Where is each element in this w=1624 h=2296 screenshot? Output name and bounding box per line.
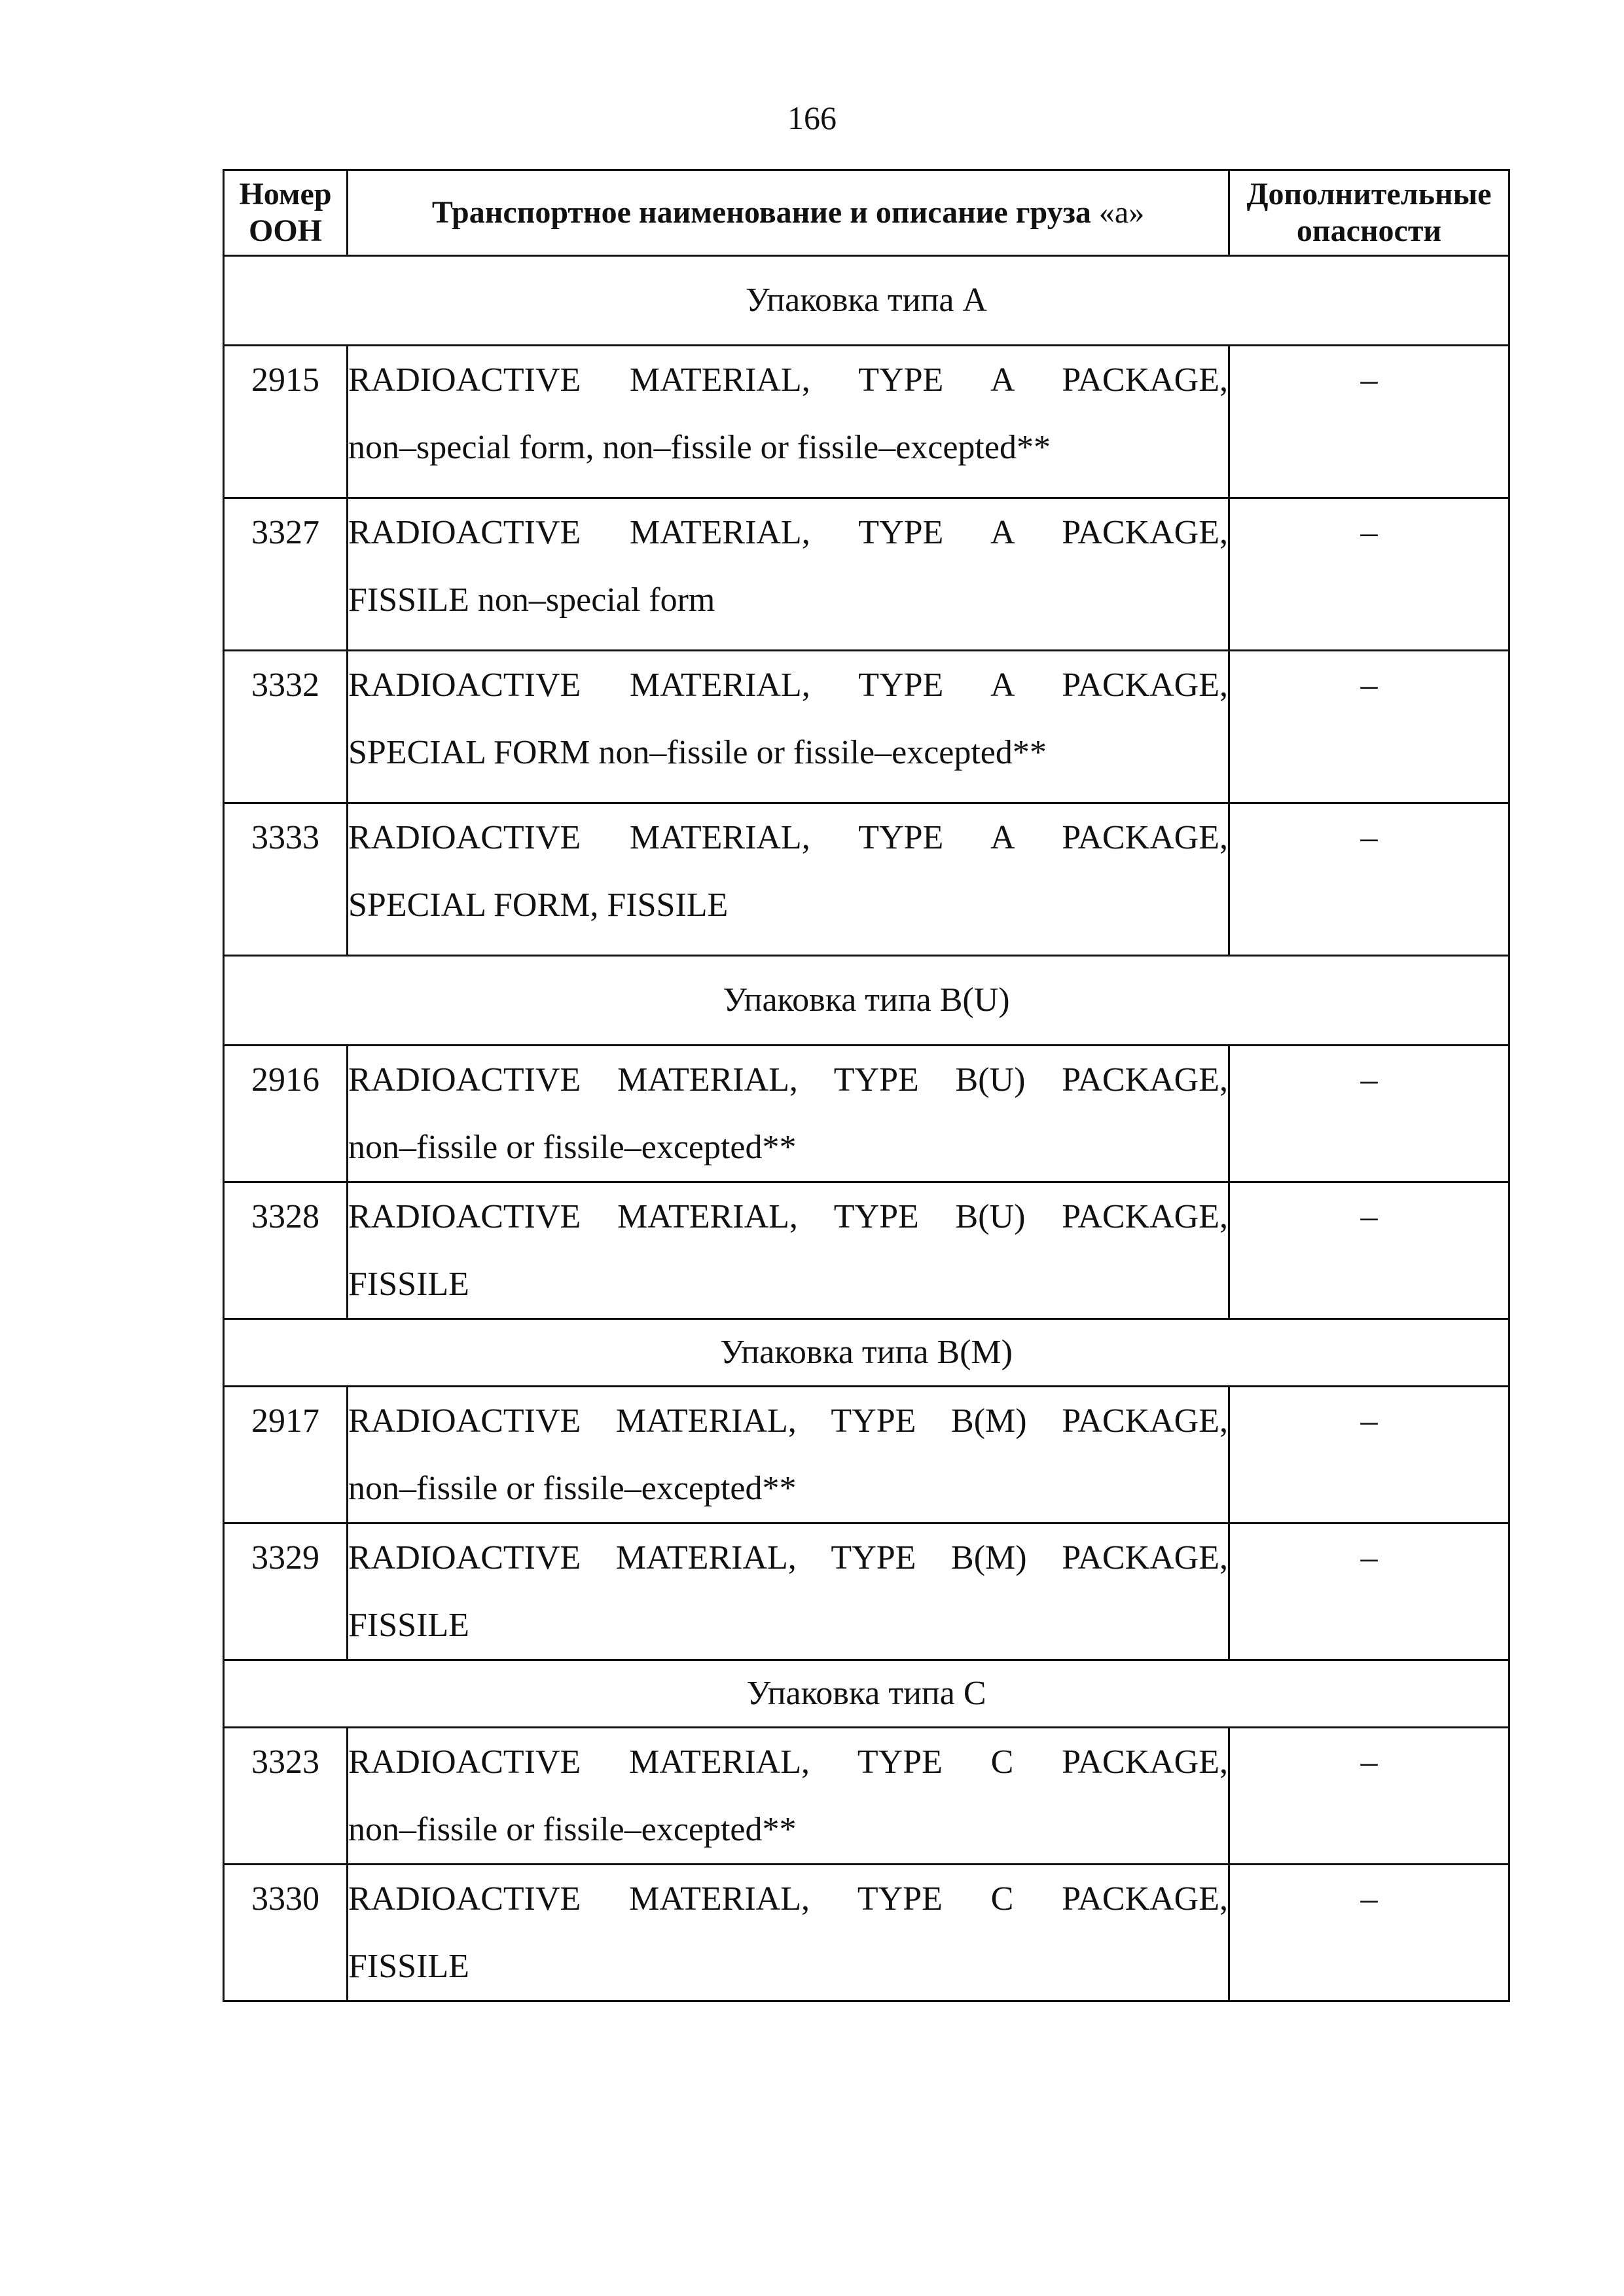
hazard-value: –: [1229, 1046, 1509, 1182]
hazard-value: –: [1229, 1865, 1509, 2001]
un-number: 3332: [224, 651, 348, 803]
header-un-number: Номер ООН: [224, 170, 348, 256]
un-number: 3327: [224, 498, 348, 651]
section-title: Упаковка типа А: [224, 256, 1509, 346]
table-row: [224, 803, 1509, 956]
un-number: 3328: [224, 1182, 348, 1319]
cargo-description: [348, 1387, 1229, 1523]
cargo-table: [223, 169, 1510, 2002]
section-row: [224, 1319, 1509, 1387]
hazard-value: –: [1229, 651, 1509, 803]
description-line: RADIOACTIVE MATERIAL, TYPE B(M) PACKAGE,: [348, 1539, 1228, 1576]
description-line: non–special form, non–fissile or fissile–excepted**: [348, 429, 1051, 466]
table-row: [224, 1046, 1509, 1182]
hazard-value: –: [1229, 1182, 1509, 1319]
un-number: 2915: [224, 346, 348, 498]
table-row: [224, 651, 1509, 803]
description-line: SPECIAL FORM non–fissile or fissile–excepted**: [348, 734, 1047, 771]
section-row: [224, 256, 1509, 346]
un-number: 3333: [224, 803, 348, 956]
page-number: 166: [787, 100, 837, 136]
cargo-description: [348, 803, 1229, 956]
section-title: Упаковка типа C: [224, 1660, 1509, 1728]
header-description: [348, 170, 1229, 256]
description-line: RADIOACTIVE MATERIAL, TYPE B(U) PACKAGE,: [348, 1198, 1228, 1235]
hazard-value: –: [1229, 1728, 1509, 1865]
description-line: RADIOACTIVE MATERIAL, TYPE C PACKAGE,: [348, 1743, 1228, 1781]
section-row: [224, 956, 1509, 1046]
hazard-value: –: [1229, 1387, 1509, 1523]
un-number: 3329: [224, 1523, 348, 1660]
cargo-description: [348, 1046, 1229, 1182]
cargo-description: [348, 346, 1229, 498]
description-line: FISSILE: [348, 1948, 469, 1985]
table-row: [224, 1865, 1509, 2001]
table-header-row: [224, 170, 1509, 256]
cargo-description: [348, 1728, 1229, 1865]
cargo-description: [348, 1865, 1229, 2001]
table-row: [224, 1523, 1509, 1660]
description-line: RADIOACTIVE MATERIAL, TYPE A PACKAGE,: [348, 361, 1228, 399]
header-description-ref: «a»: [1098, 195, 1145, 230]
description-line: RADIOACTIVE MATERIAL, TYPE B(U) PACKAGE,: [348, 1061, 1228, 1099]
description-line: FISSILE non–special form: [348, 581, 715, 619]
header-subsidiary-hazards: Дополнительные опасности: [1229, 170, 1509, 256]
description-line: RADIOACTIVE MATERIAL, TYPE A PACKAGE,: [348, 514, 1228, 551]
header-description-text: Транспортное наименование и описание груза: [431, 195, 1091, 230]
cargo-description: [348, 498, 1229, 651]
hazard-value: –: [1229, 346, 1509, 498]
un-number: 2917: [224, 1387, 348, 1523]
table-row: [224, 498, 1509, 651]
hazard-value: –: [1229, 803, 1509, 956]
section-row: [224, 1660, 1509, 1728]
hazard-value: –: [1229, 498, 1509, 651]
un-number: 3323: [224, 1728, 348, 1865]
table-row: [224, 1182, 1509, 1319]
description-line: non–fissile or fissile–excepted**: [348, 1470, 797, 1507]
un-number: 2916: [224, 1046, 348, 1182]
description-line: non–fissile or fissile–excepted**: [348, 1129, 797, 1166]
hazard-value: –: [1229, 1523, 1509, 1660]
table-row: [224, 346, 1509, 498]
cargo-description: [348, 651, 1229, 803]
cargo-description: [348, 1523, 1229, 1660]
description-line: SPECIAL FORM, FISSILE: [348, 886, 729, 924]
table-row: [224, 1387, 1509, 1523]
cargo-description: [348, 1182, 1229, 1319]
section-title: Упаковка типа B(M): [224, 1319, 1509, 1387]
description-line: FISSILE: [348, 1607, 469, 1644]
description-line: FISSILE: [348, 1266, 469, 1303]
description-line: RADIOACTIVE MATERIAL, TYPE A PACKAGE,: [348, 666, 1228, 704]
un-number: 3330: [224, 1865, 348, 2001]
table-row: [224, 1728, 1509, 1865]
section-title: Упаковка типа B(U): [224, 956, 1509, 1046]
description-line: RADIOACTIVE MATERIAL, TYPE A PACKAGE,: [348, 819, 1228, 856]
description-line: RADIOACTIVE MATERIAL, TYPE C PACKAGE,: [348, 1880, 1228, 1918]
description-line: non–fissile or fissile–excepted**: [348, 1811, 797, 1848]
description-line: RADIOACTIVE MATERIAL, TYPE B(M) PACKAGE,: [348, 1402, 1228, 1440]
